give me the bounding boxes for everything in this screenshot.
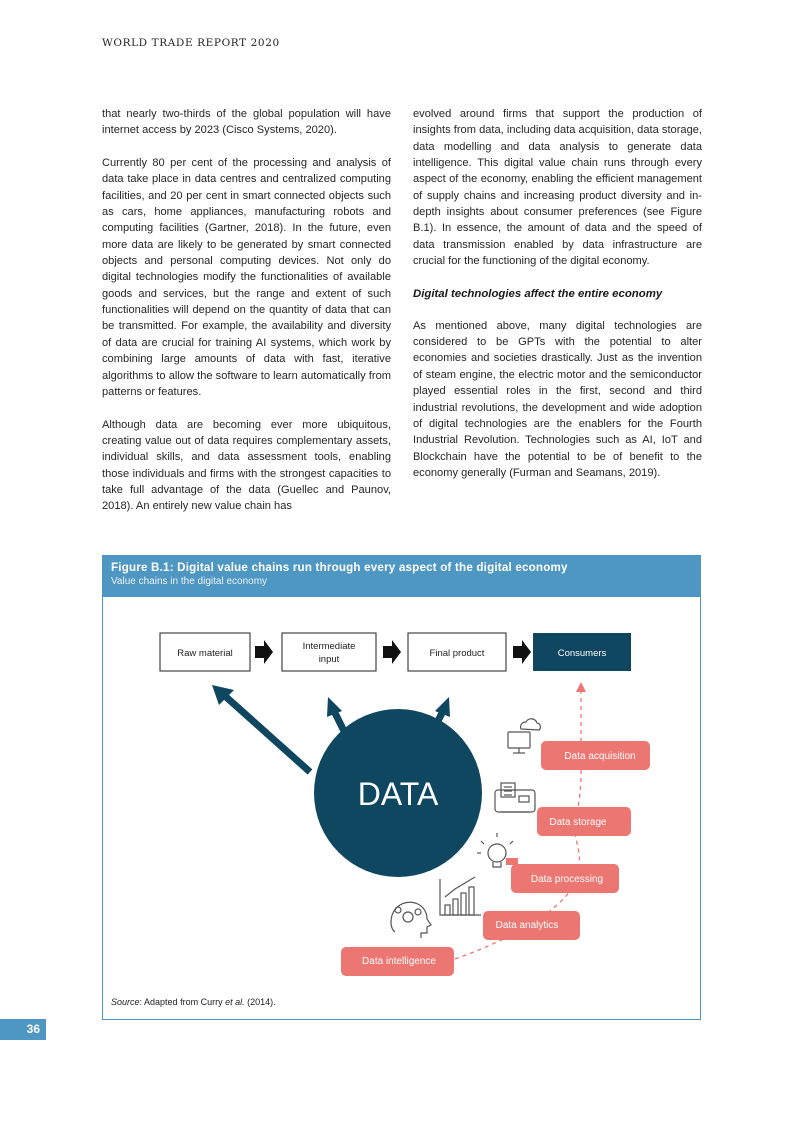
figure-source xyxy=(111,997,276,1007)
data-acquisition-label: Data acquisition xyxy=(564,751,636,762)
paragraph: Currently 80 per cent of the processing and analysis of data take place in data centres and centralized computing facilities, and 20 per cent in smart connected objects such as cars, home appliances, manufacturing robots and computing facilities (Gartner, 2018). In the future, even more data are likely to be generated by smart connected objects and personal computing devices. Not only do digital technologies modify the functionalities of available goods and services, but the range and extent of such functionalities will depend on the quantity of data that can be transmitted. For example, the availability and diversity of data are crucial for training AI systems, which work by combining large amounts of data with fast, iterative algorithms to allow the software to learn automatically from patterns or features. xyxy=(102,157,391,398)
step-data-intelligence xyxy=(341,947,454,976)
data-intelligence-label: Data intelligence xyxy=(362,956,436,967)
consumers-label: Consumers xyxy=(557,648,607,659)
arrow-to-raw-material xyxy=(212,685,310,772)
storage-server-icon xyxy=(495,783,535,812)
arrow-right-icon xyxy=(513,640,531,664)
arrow-right-icon xyxy=(255,640,273,664)
step-data-acquisition xyxy=(541,741,650,770)
right-column xyxy=(413,106,702,498)
figure-title: Figure B.1: Digital value chains run through every aspect of the digital economy xyxy=(111,561,568,574)
box-final-product xyxy=(408,633,506,671)
figure-header xyxy=(103,556,700,597)
step-data-processing xyxy=(511,864,619,893)
dashed-arrow-head-icon xyxy=(576,682,586,692)
source-label: Source xyxy=(111,997,140,1007)
source-year: (2014). xyxy=(244,997,276,1007)
step-data-analytics xyxy=(483,911,580,940)
source-text: : Adapted from Curry xyxy=(139,997,226,1007)
paragraph: evolved around firms that support the production of insights from data, including data acquisition, data storage, data modelling and data analysis to generate data intelligence. This digital value chain runs through every aspect of the economy, enabling the efficient management of supply chains and increasing product diversity and in-depth insights about consumer preferences (see Figure B.1). In essence, the amount of data and the speed of data transmission enabled by data infrastructure are crucial for the functioning of the digital economy. xyxy=(413,108,702,268)
running-header: WORLD TRADE REPORT 2020 xyxy=(102,37,280,49)
left-column xyxy=(102,106,391,531)
data-analytics-label: Data analytics xyxy=(495,920,559,931)
raw-material-label: Raw material xyxy=(177,648,233,659)
final-product-label: Final product xyxy=(429,648,485,659)
head-gears-icon xyxy=(391,902,431,938)
paragraph: Although data are becoming ever more ubiquitous, creating value out of data requires complementary assets, individual skills, and data assessment tools, enabling those individuals and firms with the strongest capacities to take full advantage of the data (Guellec and Paunov, 2018). An entirely new value chain has xyxy=(102,418,391,513)
data-storage-label: Data storage xyxy=(549,817,607,828)
cloud-computer-icon xyxy=(508,719,540,753)
arrow-right-icon xyxy=(383,640,401,664)
paragraph: As mentioned above, many digital technologies are considered to be GPTs with the potential to alter economies and societies drastically. Just as the invention of steam engine, the electric motor and the semiconductor played essential roles in the first, second and third industrial revolutions, the development and wide adoption of digital technologies are the enablers for the Fourth Industrial Revolution. Technologies such as AI, IoT and Blockchain have the potential to be of benefit to the economy generally (Furman and Seamans, 2019). xyxy=(413,319,702,479)
value-chain-diagram xyxy=(103,597,700,992)
intermediate-label-1: Intermediate xyxy=(302,641,356,652)
data-processing-label: Data processing xyxy=(530,874,604,885)
figure-subtitle: Value chains in the digital economy xyxy=(111,576,268,587)
source-et-al: et al. xyxy=(225,997,245,1007)
box-intermediate-input xyxy=(282,633,376,671)
step-data-storage xyxy=(537,807,631,836)
box-consumers xyxy=(533,633,631,671)
figure-b1 xyxy=(102,555,701,1020)
light-bulb-icon xyxy=(477,833,518,867)
bar-chart-icon xyxy=(440,877,481,915)
data-label: DATA xyxy=(357,776,439,812)
paragraph: that nearly two-thirds of the global population will have internet access by 2023 (Cisco Systems, 2020). xyxy=(102,108,391,137)
data-circle xyxy=(314,709,482,877)
box-raw-material xyxy=(160,633,250,671)
intermediate-label-2: input xyxy=(318,654,340,665)
page-number: 36 xyxy=(0,1019,46,1040)
section-heading: Digital technologies affect the entire economy xyxy=(413,287,663,300)
